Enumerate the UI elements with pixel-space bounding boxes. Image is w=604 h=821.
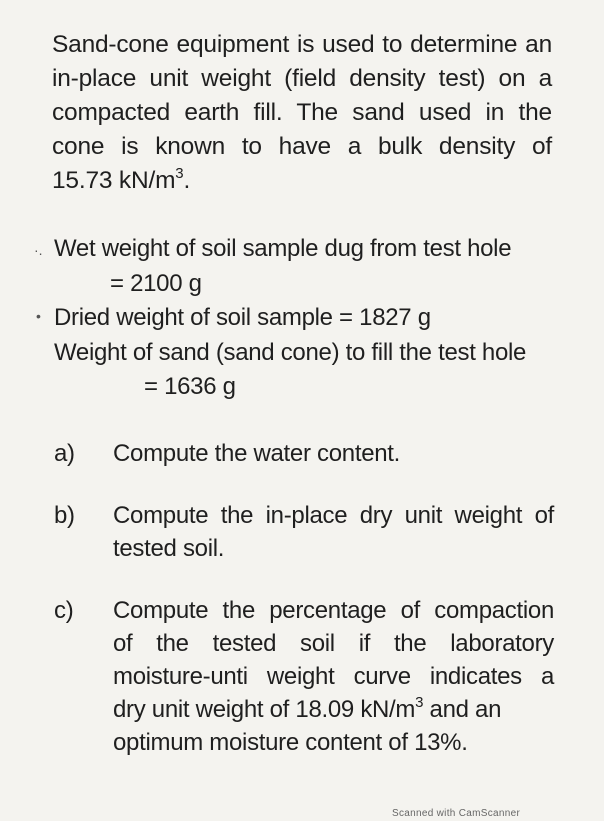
sand-weight-value: = 1636 g: [144, 373, 236, 400]
question-text: Compute the in-place dry unit weight of: [113, 502, 554, 529]
question-text: Compute the water content.: [113, 440, 401, 467]
given-data: [54, 232, 554, 405]
margin-mark-2: •: [36, 308, 41, 324]
wet-weight-label: Wet weight of soil sample dug from test hole: [54, 235, 512, 262]
bulk-density-exponent: 3: [175, 165, 184, 182]
intro-line-1: Sand-cone equipment is used to determine an: [52, 31, 552, 58]
dried-weight: Dried weight of soil sample = 1827 g: [54, 304, 431, 331]
question-text-end: and an: [423, 696, 502, 723]
intro-line-5-end: .: [183, 167, 191, 194]
question-text: moisture-unti weight curve indicates a: [113, 663, 554, 690]
questions-list: [54, 437, 554, 788]
problem-statement: [52, 28, 552, 198]
question-b: [54, 499, 554, 565]
dry-unit-weight-exponent: 3: [415, 694, 424, 711]
question-text: optimum moisture content of 13%.: [113, 729, 468, 756]
intro-line-2: in-place unit weight (field density test) on a: [52, 65, 552, 92]
dry-unit-weight-text: dry unit weight of 18.09 kN/m: [113, 696, 416, 723]
margin-mark-1: ·.: [34, 242, 43, 258]
sand-weight-label: Weight of sand (sand cone) to fill the test hole: [54, 338, 527, 366]
intro-line-4: cone is known to have a bulk density of: [52, 133, 552, 160]
intro-line-3: compacted earth fill. The sand used in the: [52, 99, 552, 126]
question-a: [54, 437, 554, 470]
question-label: c): [54, 597, 74, 624]
scanner-watermark: Scanned with CamScanner: [392, 808, 521, 819]
question-text: [113, 693, 554, 726]
question-text: Compute the percentage of compaction: [113, 597, 554, 624]
intro-line-5: [52, 164, 552, 198]
bulk-density-value: 15.73 kN/m: [52, 167, 176, 194]
question-label: a): [54, 440, 75, 467]
question-text: of the tested soil if the laboratory: [113, 630, 554, 657]
wet-weight-value: = 2100 g: [110, 269, 202, 297]
question-c: [54, 594, 554, 759]
question-text: tested soil.: [113, 535, 225, 562]
question-label: b): [54, 502, 75, 529]
